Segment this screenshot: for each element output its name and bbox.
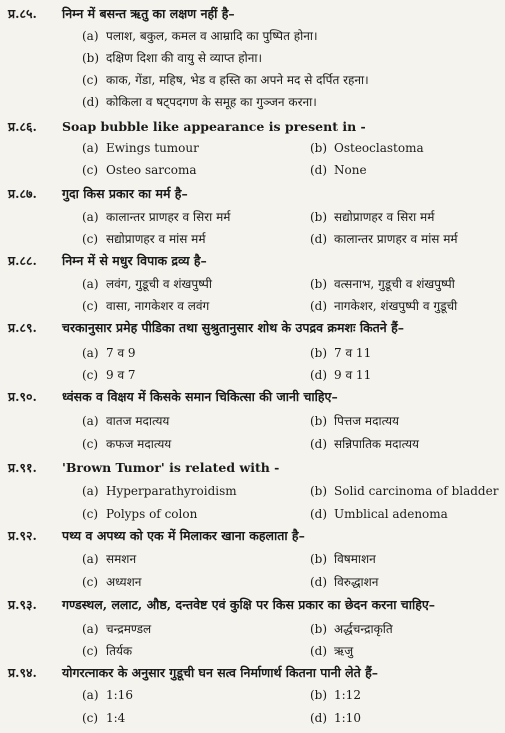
question-number: प्र.९१. [8, 460, 37, 475]
option-d: (d) कोकिला व षट्पदगण के समूह का गुञ्जन करना। [82, 95, 317, 109]
question-line [8, 5, 235, 22]
option-a: (a) Hyperparathyroidism [82, 484, 237, 498]
option-c: (c) Osteo sarcoma [82, 163, 197, 177]
question-text: ध्वंसक व विक्षय में किसके समान चिकित्सा की जानी चाहिए– [62, 389, 338, 404]
option-b: (b) पित्तज मदात्यय [310, 414, 399, 428]
option-c: (c) तिर्यक [82, 644, 133, 658]
question-line [8, 596, 435, 613]
question-number: प्र.८८. [8, 253, 37, 268]
question-number: प्र.९३. [8, 597, 37, 612]
question-text: निम्न में से मधुर विपाक द्रव्य है– [62, 253, 207, 268]
option-b: (b) सद्योप्राणहर व सिरा मर्म [310, 210, 435, 224]
question-line [8, 388, 338, 405]
question-line [8, 664, 378, 681]
option-b: (b) वत्सनाभ, गुडूची व शंखपुष्पी [310, 277, 455, 291]
question-number: प्र.८५. [8, 6, 37, 21]
question-line [8, 527, 305, 544]
option-d: (d) सन्निपातिक मदात्यय [310, 437, 420, 451]
option-c: (c) काक, गेंडा, महिष, भेड व हस्ति का अपने मद से दर्पित रहना। [82, 73, 369, 87]
option-c: (c) वासा, नागकेशर व लवंग [82, 299, 210, 313]
option-b: (b) अर्द्धचन्द्राकृति [310, 622, 393, 636]
option-d: (d) 1:10 [310, 711, 361, 725]
option-d: (d) 9 व 11 [310, 368, 372, 382]
question-text: 'Brown Tumor' is related with - [62, 460, 280, 475]
option-b: (b) Osteoclastoma [310, 141, 424, 155]
option-a: (a) 1:16 [82, 688, 133, 702]
option-a: (a) वातज मदात्यय [82, 414, 170, 428]
question-line [8, 185, 188, 202]
option-b: (b) 1:12 [310, 688, 361, 702]
option-b: (b) 7 व 11 [310, 346, 372, 360]
question-number: प्र.८९. [8, 320, 37, 335]
question-number: प्र.८६. [8, 119, 37, 134]
question-text: योगरत्नाकर के अनुसार गुडूची घन सत्व निर्माणार्थ कितना पानी लेते हैं– [62, 665, 378, 680]
option-b: (b) Solid carcinoma of bladder [310, 484, 499, 498]
option-d: (d) ऋजु [310, 644, 354, 658]
question-line [8, 319, 404, 336]
option-d: (d) Umblical adenoma [310, 507, 448, 521]
option-a: (a) लवंग, गुडूची व शंखपुष्पी [82, 277, 212, 291]
option-c: (c) 1:4 [82, 711, 126, 725]
option-c: (c) 9 व 7 [82, 368, 136, 382]
option-d: (d) None [310, 163, 367, 177]
option-c: (c) कफज मदात्यय [82, 437, 172, 451]
option-b: (b) विषमाशन [310, 552, 376, 566]
option-a: (a) चन्द्रमण्डल [82, 622, 152, 636]
option-d: (d) कालान्तर प्राणहर व मांस मर्म [310, 232, 458, 246]
option-a: (a) समशन [82, 552, 137, 566]
question-line [8, 118, 366, 135]
question-number: प्र.९२. [8, 528, 37, 543]
option-a: (a) कालान्तर प्राणहर व सिरा मर्म [82, 210, 231, 224]
option-b: (b) दक्षिण दिशा की वायु से व्याप्त होना। [82, 51, 263, 65]
question-line [8, 459, 279, 476]
question-text: पथ्य व अपथ्य को एक में मिलाकर खाना कहलाता है– [62, 528, 305, 543]
option-a: (a) 7 व 9 [82, 346, 136, 360]
option-d: (d) विरुद्धाशन [310, 575, 379, 589]
option-a: (a) पलाश, बकुल, कमल व आम्रादि का पुष्पित होना। [82, 29, 318, 43]
option-d: (d) नागकेशर, शंखपुष्पी व गुडूची [310, 299, 458, 313]
option-c: (c) अध्यशन [82, 575, 142, 589]
option-c: (c) Polyps of colon [82, 507, 198, 521]
question-number: प्र.८७. [8, 186, 37, 201]
question-text: Soap bubble like appearance is present in - [62, 119, 366, 134]
question-number: प्र.९४. [8, 665, 37, 680]
option-a: (a) Ewings tumour [82, 141, 199, 155]
question-text: गण्डस्थल, ललाट, औष्ठ, दन्तवेष्ट एवं कुक्षि पर किस प्रकार का छेदन करना चाहिए– [62, 597, 436, 612]
option-c: (c) सद्योप्राणहर व मांस मर्म [82, 232, 206, 246]
question-text: गुदा किस प्रकार का मर्म है– [62, 186, 188, 201]
question-line [8, 252, 207, 269]
question-text: चरकानुसार प्रमेह पीडिका तथा सुश्रुतानुसार शोथ के उपद्रव क्रमशः कितने हैं– [62, 320, 404, 335]
question-text: निम्न में बसन्त ऋतु का लक्षण नहीं है– [62, 6, 235, 21]
question-number: प्र.९०. [8, 389, 37, 404]
